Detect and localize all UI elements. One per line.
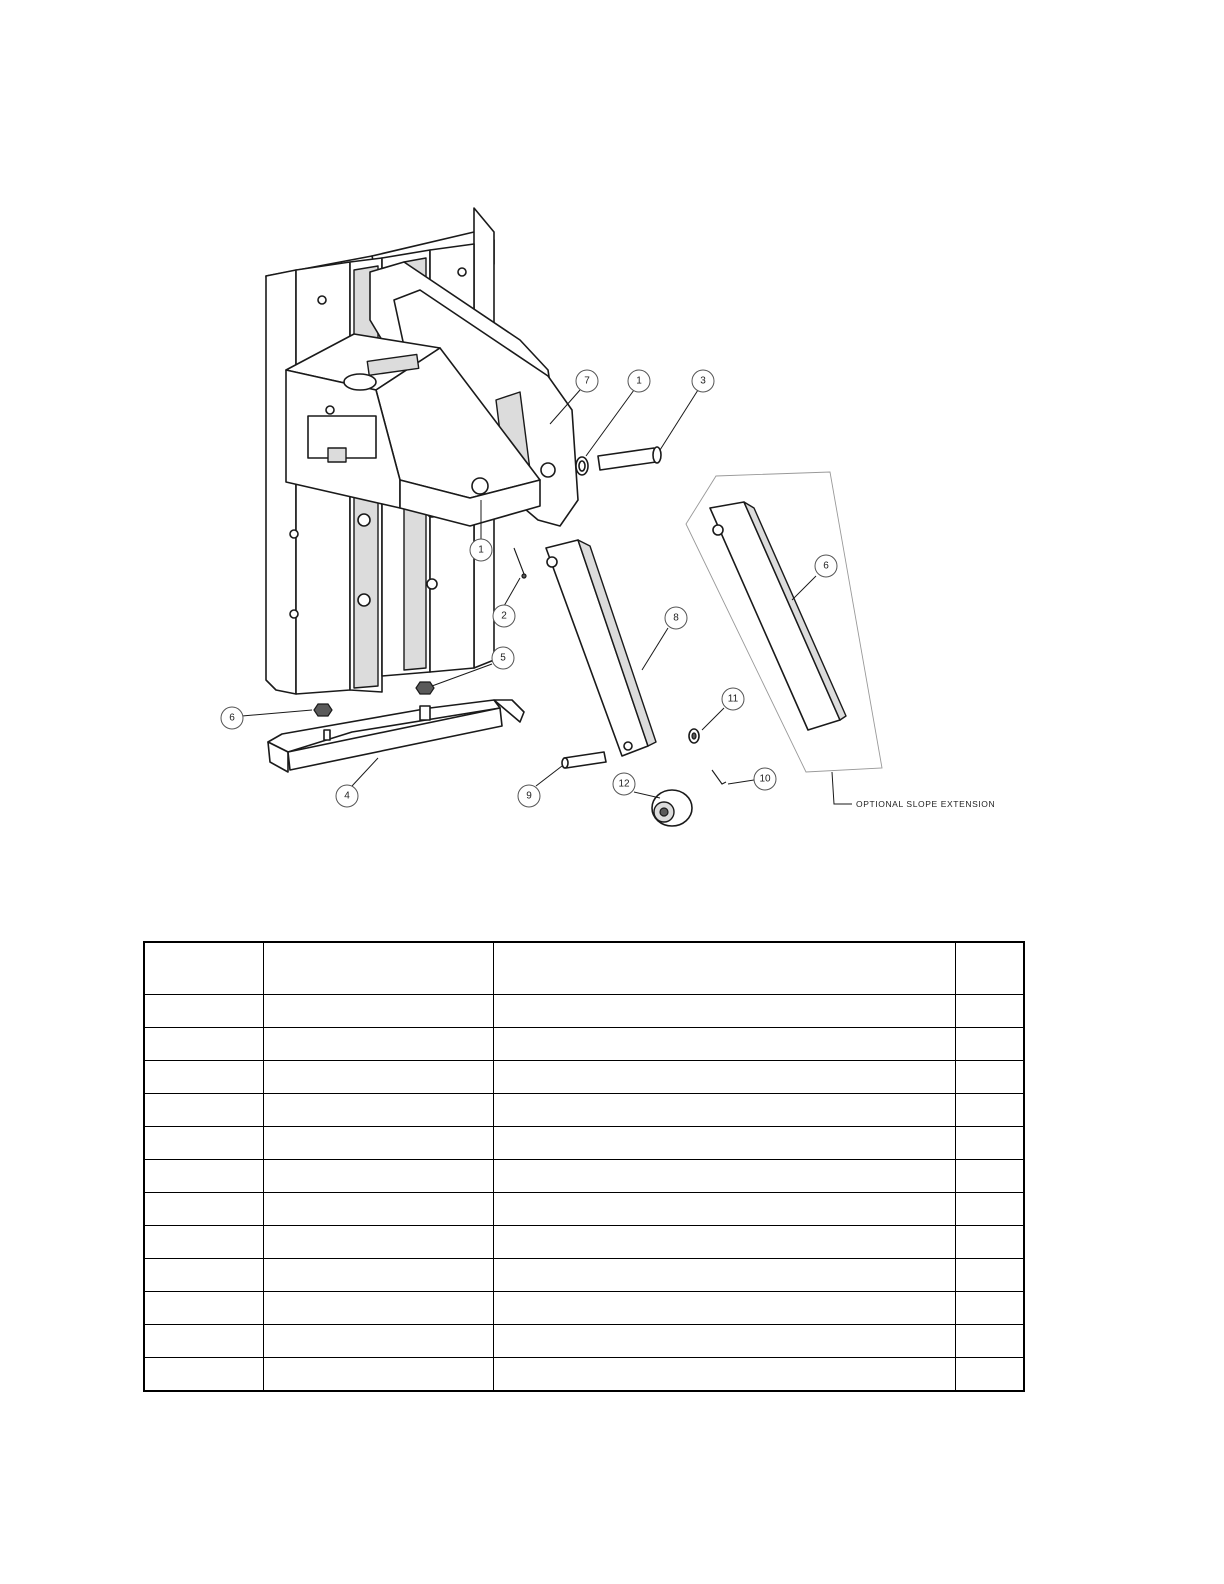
table-cell: [956, 1061, 1025, 1094]
balloon-2: [493, 605, 515, 627]
svg-text:6: 6: [229, 712, 235, 724]
table-cell: [956, 1259, 1025, 1292]
header-cell: [494, 942, 956, 995]
lower-bar-assembly: [268, 682, 524, 772]
table-cell: [144, 1259, 264, 1292]
svg-text:10: 10: [759, 773, 771, 785]
cotter-pin: [514, 548, 526, 578]
table-cell: [494, 1226, 956, 1259]
svg-text:8: 8: [673, 612, 679, 624]
table-cell: [494, 1358, 956, 1392]
balloon-8: [665, 607, 687, 629]
svg-text:6: 6: [823, 560, 829, 572]
header-cell: [264, 942, 494, 995]
balloon-4: [336, 785, 358, 807]
table-cell: [494, 1061, 956, 1094]
table-row: [144, 1226, 1024, 1259]
table-cell: [264, 1226, 494, 1259]
balloon-9: [518, 785, 540, 807]
balloon-3: [692, 370, 714, 392]
optional-slope-extension-label: OPTIONAL SLOPE EXTENSION: [856, 799, 996, 809]
table-cell: [956, 1094, 1025, 1127]
balloon-6-extension: [815, 555, 837, 577]
balloon-7: [576, 370, 598, 392]
optional-slope-extension: [686, 472, 882, 772]
svg-text:1: 1: [636, 375, 642, 387]
table-cell: [144, 995, 264, 1028]
table-cell: [956, 1358, 1025, 1392]
svg-text:1: 1: [478, 544, 484, 556]
table-row: [144, 1061, 1024, 1094]
balloon-1-upper: [628, 370, 650, 392]
balloon-5: [492, 647, 514, 669]
table-cell: [494, 1259, 956, 1292]
table-cell: [956, 995, 1025, 1028]
table-row: [144, 1127, 1024, 1160]
svg-text:12: 12: [618, 778, 630, 790]
table-cell: [494, 1325, 956, 1358]
svg-text:5: 5: [500, 652, 506, 664]
table-cell: [956, 1160, 1025, 1193]
table-cell: [144, 1358, 264, 1392]
svg-text:2: 2: [501, 610, 507, 622]
table-cell: [144, 1226, 264, 1259]
svg-text:3: 3: [700, 375, 706, 387]
table-cell: [144, 1028, 264, 1061]
balloon-6-nut: [221, 707, 243, 729]
table-cell: [956, 1127, 1025, 1160]
table-cell: [264, 1160, 494, 1193]
balloon-11: [722, 688, 744, 710]
table-cell: [494, 995, 956, 1028]
table-cell: [144, 1160, 264, 1193]
table-cell: [144, 1094, 264, 1127]
svg-text:7: 7: [584, 375, 590, 387]
table-row: [144, 1160, 1024, 1193]
table-row: [144, 1094, 1024, 1127]
table-cell: [264, 1094, 494, 1127]
table-cell: [264, 1061, 494, 1094]
table-cell: [264, 1028, 494, 1061]
slope-arm: [546, 540, 656, 756]
table-cell: [264, 995, 494, 1028]
parts-list-table: [143, 941, 1025, 1392]
table-row: [144, 1292, 1024, 1325]
balloon-10: [754, 768, 776, 790]
table-cell: [494, 1193, 956, 1226]
table-cell: [494, 1094, 956, 1127]
svg-text:11: 11: [727, 693, 739, 705]
table-cell: [264, 1325, 494, 1358]
table-cell: [494, 1127, 956, 1160]
table-cell: [264, 1127, 494, 1160]
table-cell: [956, 1028, 1025, 1061]
table-row: [144, 1259, 1024, 1292]
header-cell: [144, 942, 264, 995]
svg-text:9: 9: [526, 790, 532, 802]
pin-and-washer-set: [576, 447, 661, 475]
table-cell: [494, 1028, 956, 1061]
table-header-row: [144, 942, 1024, 995]
table-row: [144, 1358, 1024, 1392]
table-cell: [264, 1259, 494, 1292]
table-cell: [494, 1292, 956, 1325]
table-cell: [144, 1193, 264, 1226]
table-cell: [144, 1061, 264, 1094]
table-row: [144, 995, 1024, 1028]
table-cell: [956, 1292, 1025, 1325]
table-cell: [956, 1325, 1025, 1358]
svg-text:4: 4: [344, 790, 350, 802]
table-cell: [264, 1193, 494, 1226]
table-cell: [144, 1325, 264, 1358]
table-row: [144, 1193, 1024, 1226]
balloon-1-lower: [470, 539, 492, 561]
table-row: [144, 1028, 1024, 1061]
table-row: [144, 1325, 1024, 1358]
table-cell: [956, 1226, 1025, 1259]
table-cell: [264, 1292, 494, 1325]
table-cell: [264, 1358, 494, 1392]
table-cell: [144, 1292, 264, 1325]
balloon-12: [613, 773, 635, 795]
table-cell: [144, 1127, 264, 1160]
table-cell: [956, 1193, 1025, 1226]
header-cell: [956, 942, 1025, 995]
table-cell: [494, 1160, 956, 1193]
